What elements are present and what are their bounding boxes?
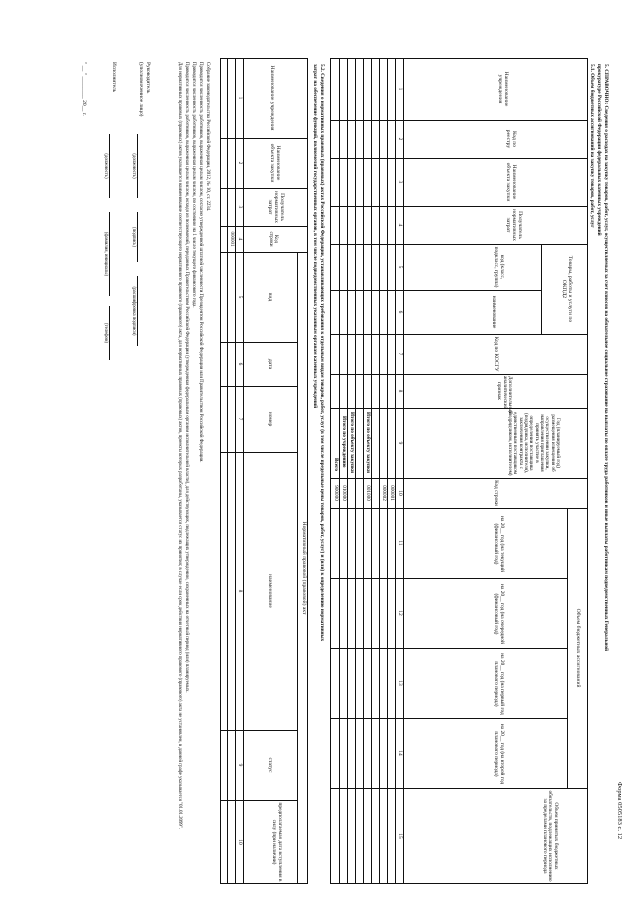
section51-title: 5.1. Объем бюджетных ассигнований на закупку товаров, работ, услуг — [589, 64, 595, 228]
t51-colnum: 1 — [397, 87, 403, 91]
t52-colnum: 9 — [237, 763, 243, 767]
t51-colnum: 15 — [397, 833, 403, 839]
t51-colnum: 11 — [397, 540, 403, 546]
section52-title: 5.2. Сведения о нормативных правовых (правовых) актах Российской Федерации, устанавливающих требования к отдельным видам товаров, работ, услуг (в том числе предельные цены товаров, работ, услуг) и (или) к определению нормативных — [319, 64, 325, 642]
t51-header-year: Год (планируемый год) размещения извещения об осуществлении закупки, направления приглашения принять участие в определении поставщика (подрядчика, исполнителя), заключения контракта с единственным поставщиком (подрядчиком, исполнителем) — [506, 410, 561, 476]
t51-line-code: 000002 — [381, 485, 387, 501]
t52-header-title: наименование — [267, 574, 273, 608]
t51-total-label: Всего — [333, 458, 339, 471]
t52-header-recipient: Получатель нормативных затрат — [267, 191, 285, 223]
t52-header-institution: Наименование учреждения — [269, 65, 275, 131]
signature-date: " __ " ________ 20__ г. — [81, 62, 87, 116]
t51-colnum: 2 — [397, 137, 403, 141]
t52-header-act: Нормативный правовой (правовой) акт — [301, 521, 307, 615]
t51-header-recipient: Получатель нормативных затрат — [505, 209, 523, 241]
t51-sum-institution-label: Итого по учреждению — [341, 416, 347, 468]
t51-colnum: 3 — [397, 180, 403, 184]
head-label-line2: (уполномоченное лицо) — [138, 62, 144, 117]
head-decode-caption: (расшифровка подписи) — [131, 286, 136, 336]
t51-colnum: 8 — [397, 389, 403, 393]
t51-total-code: 900000 — [333, 485, 339, 501]
t51-header-kosgu: Код по КОСГУ — [493, 336, 499, 372]
form-code: Форма 0505183 с. 12 — [616, 782, 623, 840]
t51-header-goods: Товары, работы и услуги по ОКПД2 — [561, 255, 573, 323]
t51-header-register-code: Код по реестру — [505, 129, 517, 149]
footnote-1: Собрание законодательства Российской Федерации, 2012, № 10, ст. 2234. — [205, 62, 210, 212]
t51-colnum: 14 — [397, 750, 403, 756]
t51-colnum: 7 — [397, 352, 403, 356]
executor-position-caption: (должность) — [103, 153, 108, 179]
t51-colnum: 4 — [397, 223, 403, 227]
t51-header-object: Наименование объекта закупки — [505, 162, 517, 202]
t52-header-kind: вид — [267, 292, 273, 302]
head-position-caption: (должность) — [131, 153, 136, 179]
t52-header-object: Наименование объекта закупки — [269, 143, 281, 183]
t51-line-code: 000001 — [389, 485, 395, 501]
t51-header-goods-code: код (класс, подкласс, группа) — [493, 246, 505, 288]
t52-header-status: статус — [267, 757, 273, 773]
t51-sum-institution-code: 010000 — [341, 485, 347, 501]
t51-colnum: 12 — [397, 610, 403, 616]
t51-header-year2: на 20__ год (на очередной (финансовый год) — [493, 584, 505, 644]
t52-colnum: 5 — [237, 295, 243, 299]
t52-colnum: 7 — [237, 417, 243, 421]
t51-header-year3: на 20__ год (на первый год планового периода) — [493, 653, 505, 715]
t52-colnum: 1 — [237, 96, 243, 100]
head-label: Руководитель — [145, 62, 151, 94]
t52-header-number: номер — [267, 411, 273, 427]
section5-title-line2: прокуратуре Российской Федерации федеральных казенных учреждений — [596, 64, 602, 236]
t51-sum-object-label: Итого по объекту закупки — [349, 412, 355, 474]
t51-header-volume: Объем бюджетных ассигнований — [575, 608, 581, 688]
t51-header-institution: Наименование учреждения — [497, 71, 509, 107]
t51-colnum: 10 — [397, 490, 403, 496]
footnote-2: Приводится численность работников, выраженная целым числом, согласно утвержденной штатной численности Президентом Российской Федерации или Правительством Российской Федерации. — [198, 62, 203, 463]
t51-header-year4: на 20__ год (на второй год планового периода) — [493, 723, 505, 785]
t52-colnum: 8 — [237, 589, 243, 593]
t51-colnum: 6 — [397, 310, 403, 314]
footnote-5: Для нормативных правовых (правовых) актов указывается наименование соответствующего нормативного правового (правового) акта, для нормативных правовых (правовых) актов, проекты которых разработаны, указывается статус их принятия; в случае если срок действия нормативного правового (правового) акта не установлен, в данной графе указывается "01.01.2099". — [177, 62, 182, 829]
t51-header-extra-attr: Дополнительный аналитический признак — [496, 376, 513, 415]
t52-colnum: 2 — [237, 161, 243, 165]
section52-title-line2: затрат на обеспечение функций, полномочий государственных органов, в том числе подведомственных указанным органам казенных учреждений — [312, 64, 318, 409]
t51-header-line-code: Код строки — [493, 480, 499, 506]
t51-subtotal-code: 001000 — [365, 485, 371, 501]
t52-header-status-date: предполагаемая дата вступления в силу (при наличии) — [271, 802, 283, 882]
t52-line-code: 000001 — [229, 231, 234, 247]
t52-header-date: дата — [267, 358, 273, 370]
footnote-3: Приводится численность работников, выраженная целым числом, по состоянию на 1 число текущего финансового года. — [191, 62, 196, 308]
t51-header-accepted: Объем принятых бюджетных обязательств, подлежащих исполнению за пределами планового периода — [541, 790, 559, 882]
section5-title: 5. СПРАВОЧНО: Сведения о расходах на закупку товаров, работ, услуг, осуществляемых за счет взносов на обязательное социальное страхование на выплаты по оплате труда работников и иные выплаты работникам подведомственных Генеральной — [603, 64, 609, 652]
t51-subtotal-label: Итого по объекту закупки — [365, 412, 371, 474]
t51-colnum: 5 — [397, 265, 403, 269]
t51-header-year1: на 20__ год (на текущий (финансовый год) — [493, 516, 505, 572]
head-sign-caption: (подпись) — [131, 227, 136, 247]
t51-header-goods-name: наименование — [491, 295, 497, 329]
executor-label: Исполнитель — [111, 62, 117, 93]
executor-fio-caption: (фамилия, инициалы) — [103, 231, 108, 277]
t51-colnum: 13 — [397, 680, 403, 686]
t51-colnum: 9 — [397, 441, 403, 445]
footnote-4: Приводится численность работников, выраженная целым числом, исходя из полномочий, переданных Правительством Российской Федерации (утвержденная федеральным органом исполнительной власти), для действующих, подлежащих утверждению, сохраненных на отчетный период (или) планируемых. — [184, 62, 189, 693]
t52-colnum: 10 — [237, 839, 243, 845]
t52-header-line-code: Код строки — [267, 231, 279, 247]
executor-phone-caption: (телефон) — [103, 322, 108, 344]
t52-colnum: 6 — [237, 362, 243, 366]
t52-colnum: 3 — [237, 205, 243, 209]
t52-colnum: 4 — [237, 237, 243, 241]
